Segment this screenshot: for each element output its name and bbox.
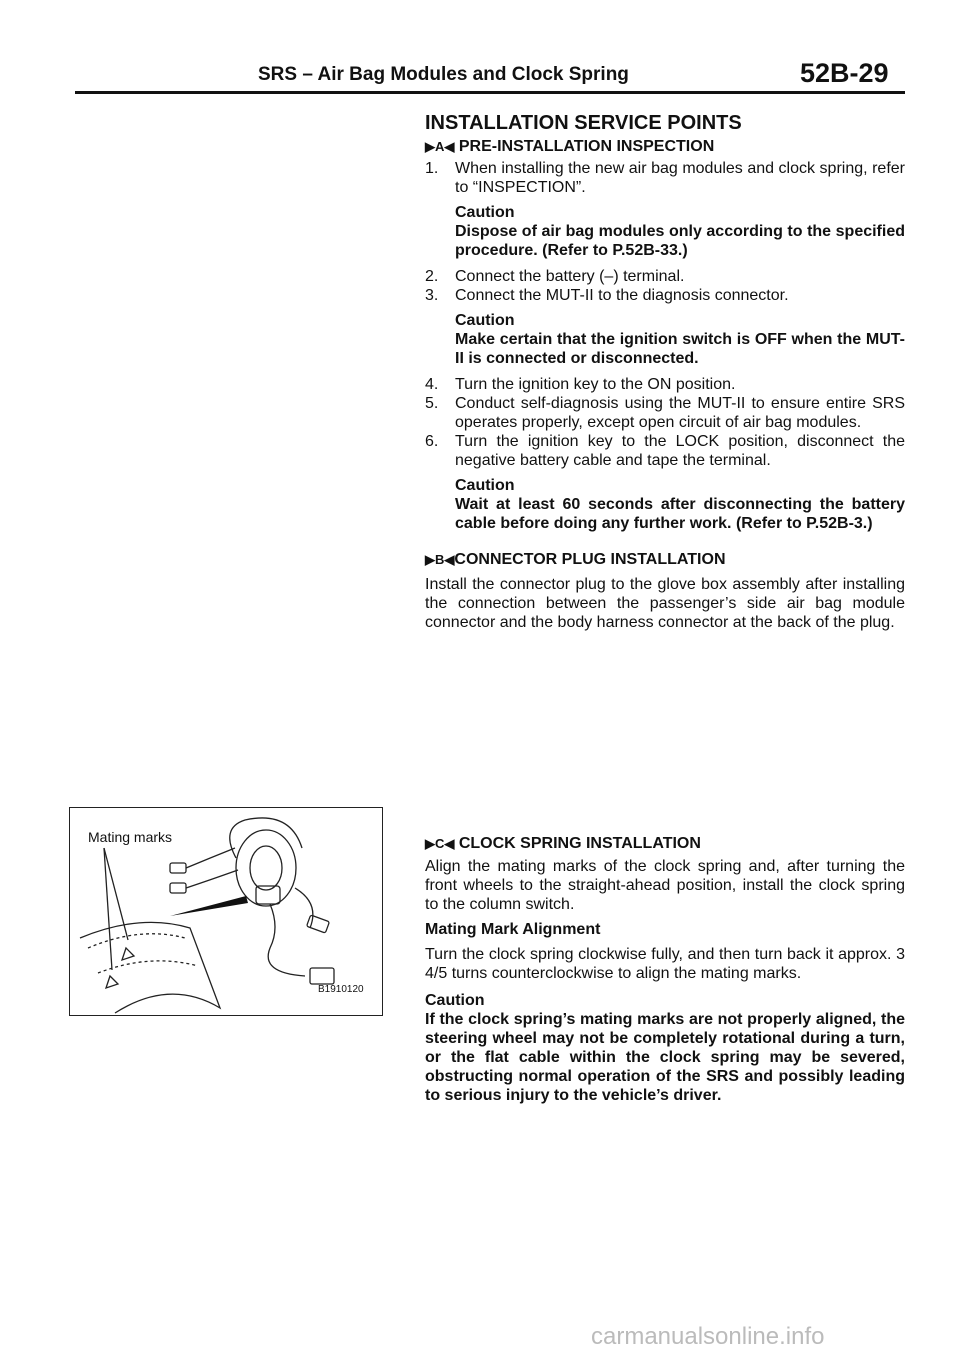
caution-text: Wait at least 60 seconds after disconnecting the battery cable before doing any further work. (Refer to P.52B-3.) [455, 496, 905, 532]
section-b-text: Install the connector plug to the glove box assembly after installing the connection between the passenger’s side air bag module connector and the body harness connector at the back of the plug. [425, 576, 905, 631]
section-a-heading [425, 137, 905, 156]
step-4 [425, 375, 905, 394]
clock-spring-column [425, 834, 905, 1105]
step-1 [425, 159, 905, 260]
header-divider [75, 91, 905, 94]
caution-label: Caution [455, 477, 515, 494]
section-c-heading [425, 834, 905, 853]
mating-mark-heading: Mating Mark Alignment [425, 921, 601, 938]
step-2 [425, 267, 905, 286]
section-a-title: PRE-INSTALLATION INSPECTION [458, 138, 715, 155]
step-text: Conduct self-diagnosis using the MUT-II to ensure entire SRS operates properly, except open circuit of air bag modules. [455, 395, 905, 431]
caution-label: Caution [455, 204, 515, 221]
section-c-marker: ▶C◀ [425, 836, 455, 851]
section-a-marker: ▶A◀ [425, 139, 455, 154]
figure-label: Mating marks [88, 829, 173, 845]
installation-column [425, 111, 905, 632]
caution-label: Caution [455, 312, 515, 329]
section-b-marker: ▶B◀ [425, 552, 455, 567]
page-title: SRS – Air Bag Modules and Clock Spring [258, 64, 629, 85]
caution-text: Dispose of air bag modules only according to the specified procedure. (Refer to P.52B-33.) [455, 223, 905, 259]
step-text: Turn the ignition key to the LOCK position, disconnect the negative battery cable and tape the terminal. [455, 433, 905, 469]
step-text: Turn the ignition key to the ON position. [455, 376, 736, 393]
step-text: When installing the new air bag modules and clock spring, refer to “INSPECTION”. [455, 160, 905, 196]
step-5 [425, 394, 905, 432]
step-text: Connect the MUT-II to the diagnosis connector. [455, 287, 789, 304]
step-number: 1. [425, 160, 439, 177]
step-number: 3. [425, 287, 439, 304]
section-b-title: CONNECTOR PLUG INSTALLATION [454, 551, 726, 568]
section-heading: INSTALLATION SERVICE POINTS [425, 112, 742, 134]
figure-id: B1910120 [318, 984, 364, 995]
caution-label: Caution [425, 992, 485, 1009]
step-text: Connect the battery (–) terminal. [455, 268, 685, 285]
caution-text: Make certain that the ignition switch is OFF when the MUT-II is connected or disconnected. [455, 331, 905, 367]
step-6 [425, 432, 905, 533]
step-number: 2. [425, 268, 439, 285]
mating-mark-text: Turn the clock spring clockwise fully, and then turn back it approx. 3 4/5 turns counterclockwise to align the mating marks. [425, 946, 905, 982]
step-number: 6. [425, 433, 439, 450]
footer-watermark: carmanualsonline.info [591, 1323, 825, 1350]
section-b-heading [425, 550, 905, 569]
section-c-title: CLOCK SPRING INSTALLATION [458, 835, 701, 852]
page-number: 52B-29 [800, 58, 889, 88]
step-3 [425, 286, 905, 368]
step-number: 4. [425, 376, 439, 393]
step-number: 5. [425, 395, 439, 412]
caution-text: If the clock spring’s mating marks are not properly aligned, the steering wheel may not be completely rotational during a turn, or the flat cable within the clock spring may be severed, obstructing normal operation of the SRS and possibly leading to serious injury to the vehicle’s driver. [425, 1011, 905, 1104]
section-c-text: Align the mating marks of the clock spring and, after turning the front wheels to the straight-ahead position, install the clock spring to the column switch. [425, 858, 905, 913]
clock-spring-figure [69, 807, 383, 1016]
